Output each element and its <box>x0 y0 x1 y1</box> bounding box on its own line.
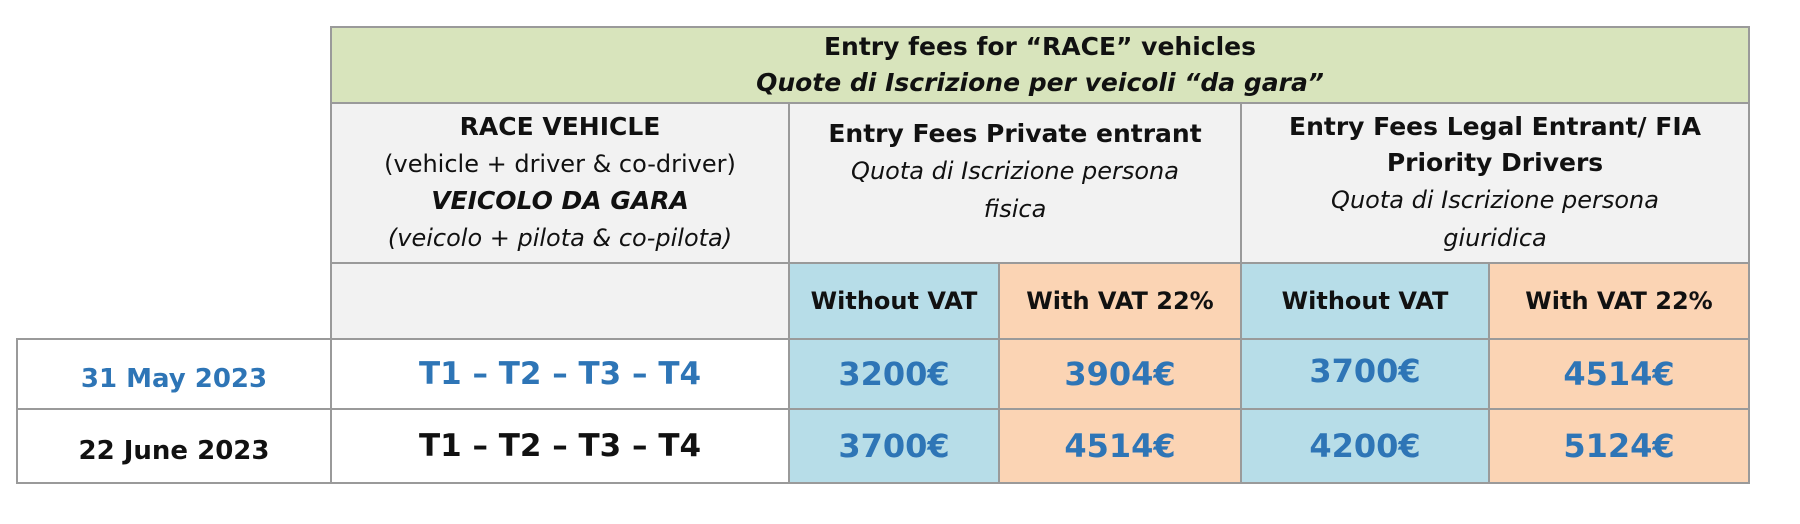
private-entrant-title: Entry Fees Private entrant <box>828 119 1202 148</box>
private-entrant-desc-1: Quota di Iscrizione persona <box>851 157 1179 185</box>
row-legal-without-vat <box>1240 408 1490 484</box>
legal-without-vat-header <box>1240 262 1490 340</box>
table-title-it: Quote di Iscrizione per veicoli “da gara” <box>756 68 1324 97</box>
price-value: 3700€ <box>1309 352 1421 390</box>
race-vehicle-desc: (vehicle + driver & co-driver) <box>384 150 736 178</box>
private-without-vat-header <box>788 262 1000 340</box>
row-private-without-vat <box>788 408 1000 484</box>
row-private-without-vat <box>788 338 1000 410</box>
row-legal-with-vat <box>1488 338 1750 410</box>
race-vehicle-title-it: VEICOLO DA GARA <box>431 186 689 215</box>
legal-entrant-title-1: Entry Fees Legal Entrant/ FIA <box>1289 112 1701 141</box>
row-private-with-vat <box>998 338 1242 410</box>
row-legal-without-vat <box>1240 338 1490 410</box>
legal-entrant-desc-1: Quota di Iscrizione persona <box>1331 186 1659 214</box>
legal-with-vat-label: With VAT 22% <box>1525 287 1713 315</box>
price-value: 5124€ <box>1563 427 1675 465</box>
private-with-vat-header <box>998 262 1242 340</box>
row-date: 31 May 2023 <box>80 364 268 394</box>
private-with-vat-label: With VAT 22% <box>1026 287 1214 315</box>
private-entrant-desc-2: fisica <box>983 195 1047 223</box>
table-row-tiers <box>330 338 790 410</box>
table-title-en: Entry fees for “RACE” vehicles <box>823 32 1257 61</box>
row-tiers: T1 – T2 – T3 – T4 <box>418 356 702 392</box>
row-date: 22 June 2023 <box>78 436 270 466</box>
legal-entrant-title-2: Priority Drivers <box>1386 148 1604 177</box>
race-vehicle-title: RACE VEHICLE <box>459 112 661 141</box>
row-private-with-vat <box>998 408 1242 484</box>
race-vehicle-header <box>330 102 790 264</box>
private-without-vat-label: Without VAT <box>810 287 978 315</box>
race-vehicle-desc-it: (veicolo + pilota & co-pilota) <box>387 224 733 252</box>
legal-with-vat-header <box>1488 262 1750 340</box>
price-value: 4200€ <box>1309 427 1421 465</box>
price-value: 4514€ <box>1563 355 1675 393</box>
price-value: 4514€ <box>1064 427 1176 465</box>
vat-subheader-blank <box>330 262 790 340</box>
table-title <box>330 26 1750 104</box>
price-value: 3904€ <box>1064 355 1176 393</box>
legal-without-vat-label: Without VAT <box>1281 287 1449 315</box>
private-entrant-header <box>788 102 1242 264</box>
table-row-tiers <box>330 408 790 484</box>
table-row-date <box>16 408 332 484</box>
price-value: 3700€ <box>838 427 950 465</box>
price-value: 3200€ <box>838 355 950 393</box>
legal-entrant-header <box>1240 102 1750 264</box>
row-legal-with-vat <box>1488 408 1750 484</box>
table-row-date <box>16 338 332 410</box>
row-tiers: T1 – T2 – T3 – T4 <box>418 428 702 464</box>
legal-entrant-desc-2: giuridica <box>1443 224 1547 252</box>
